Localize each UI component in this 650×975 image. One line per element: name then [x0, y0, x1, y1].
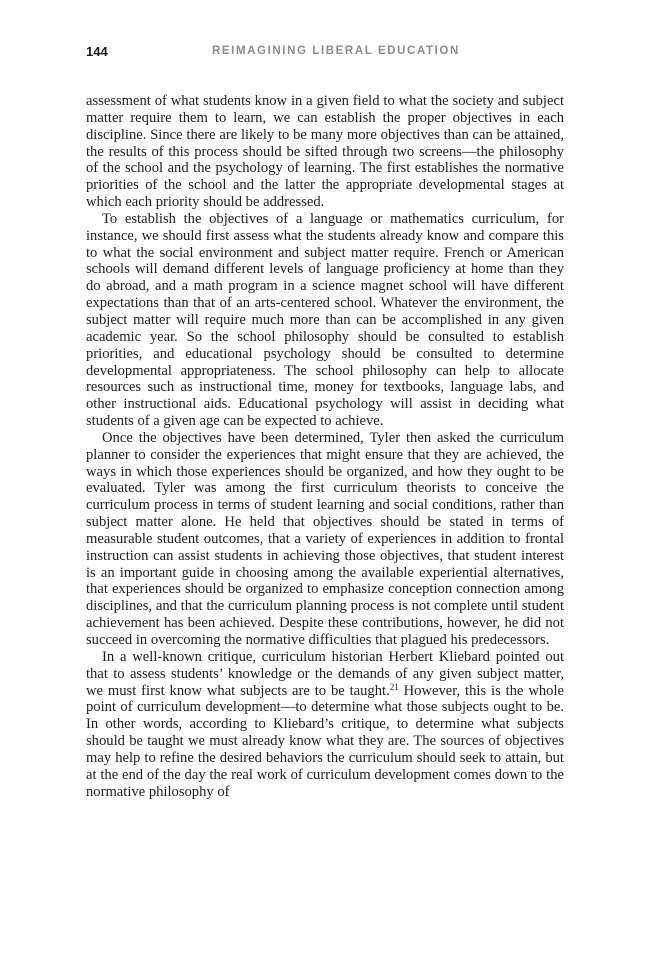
- paragraph-4-text-before-note: In a well-known critique, curriculum historian Herbert Kliebard pointed out that to assess students’ knowledge or the demands of any given subject matter, we must first know what subjects are to be taught.: [86, 648, 564, 699]
- paragraph-1: assessment of what students know in a given field to what the society and subject matter require them to learn, we can establish the proper objectives in each discipline. Since there are likely to be many more objectives than can be attained, the results of this process should be sifted through two screens—the philosophy of the school and the psychology of learning. The first establishes the normative priorities of the school and the latter the appropriate developmental stages at which each priority should be addressed.: [86, 93, 564, 211]
- page-number: 144: [86, 44, 108, 59]
- paragraph-3: Once the objectives have been determined, Tyler then asked the curriculum planner to consider the experiences that might ensure that they are achieved, the ways in which those experiences should be organized, and how they ought to be evaluated. Tyler was among the first curriculum theorists to conceive the curriculum process in terms of student learning and social conditions, rather than subject matter alone. He held that objectives should be stated in terms of measurable student outcomes, that a variety of experiences in addition to frontal instruction can assist students in achieving those objectives, that student interest is an important guide in choosing among the available experiential alternatives, that experiences should be organized to emphasize conception connection among disciplines, and that the curriculum planning process is not complete until student achievement has been achieved. Despite these contributions, however, he did not succeed in overcoming the normative difficulties that plagued his predecessors.: [86, 429, 564, 648]
- paragraph-2: To establish the objectives of a language or mathematics curriculum, for instance, we should first assess what the students already know and compare this to what the social environment and subject matter require. French or American schools will demand different levels of language proficiency at home than they do abroad, and a math program in a science magnet school will have different expectations than that of an arts-centered school. Whatever the environment, the subject matter will require much more than can be accomplished in any given academic year. So the school philosophy should be consulted to establish priorities, and educational psychology should be consulted to determine developmental appropriateness. The school philosophy can help to allocate resources such as instructional time, money for textbooks, language labs, and other instructional aids. Educational psychology will assist in deciding what students of a given age can be expected to achieve.: [86, 210, 564, 430]
- paragraph-4: [86, 649, 564, 801]
- body-text: [86, 93, 564, 800]
- paragraph-4-text-after-note: However, this is the whole point of curriculum development—to determine what those subjects ought to be. In other words, according to Kliebard’s critique, to determine what subjects should be taught we must already know what they are. The sources of objectives may help to refine the desired behaviors the curriculum should seek to attain, but at the end of the day the real work of curriculum development comes down to the normative philosophy of: [86, 682, 565, 800]
- book-title: REIMAGINING LIBERAL EDUCATION: [212, 45, 460, 57]
- running-head: [86, 44, 564, 64]
- footnote-reference-21: 21: [389, 681, 399, 692]
